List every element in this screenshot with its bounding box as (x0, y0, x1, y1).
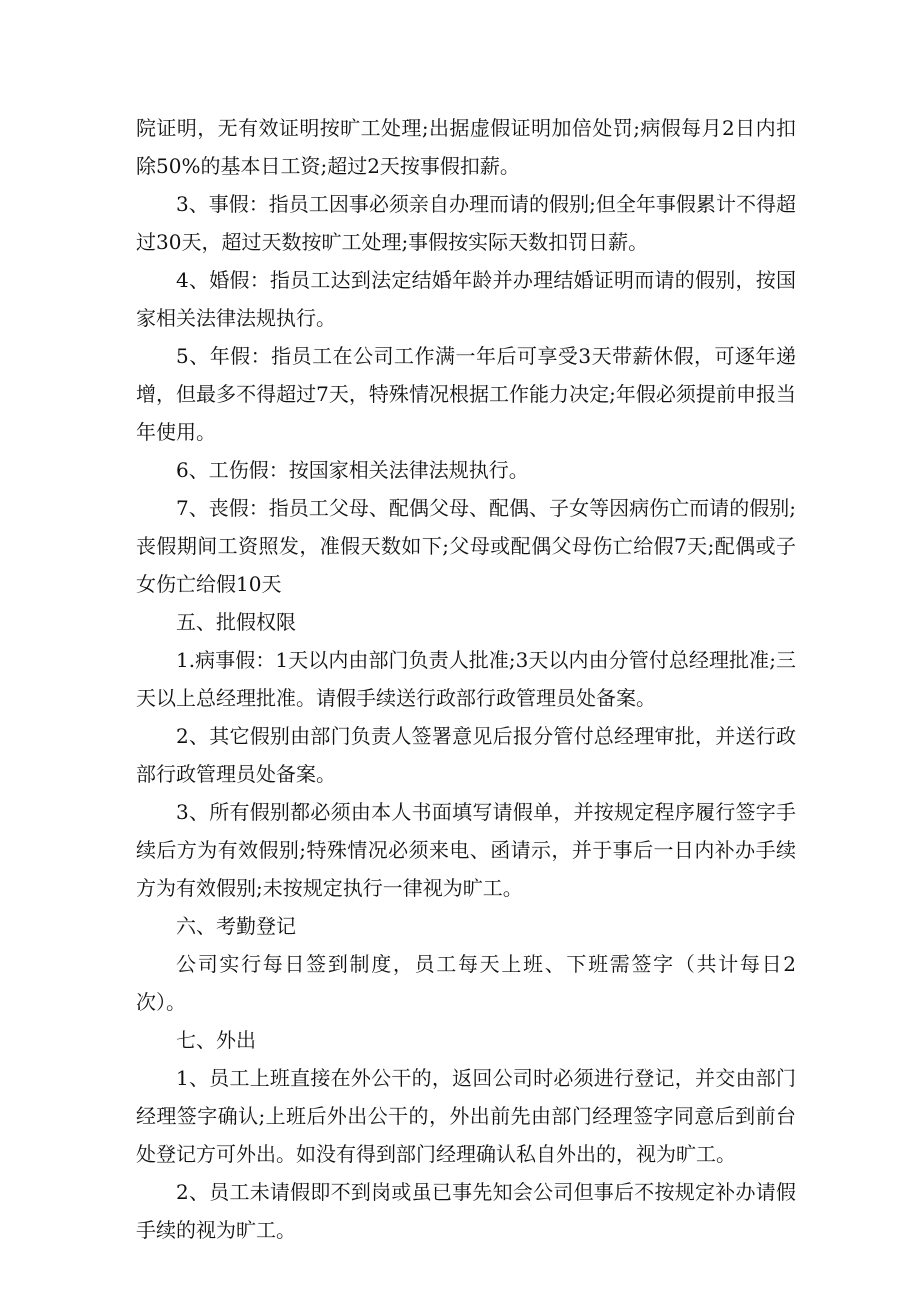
paragraph-approval-written-form: 3、所有假别都必须由本人书面填写请假单，并按规定程序履行签字手续后方为有效假别;特殊情况必须来电、函请示，并于事后一日内补办手续方为有效假别;未按规定执行一律视为旷工。 (136, 800, 796, 900)
paragraph-daily-signin: 公司实行每日签到制度，员工每天上班、下班需签字（共计每日2次）。 (136, 952, 796, 1014)
paragraph-marriage-leave: 4、婚假：指员工达到法定结婚年龄并办理结婚证明而请的假别，按国家相关法律法规执行。 (136, 268, 796, 330)
paragraph-annual-leave: 5、年假：指员工在公司工作满一年后可享受3天带薪休假，可逐年递增，但最多不得超过7天，特殊情况根据工作能力决定;年假必须提前申报当年使用。 (136, 344, 796, 444)
section-heading-attendance-registration: 六、考勤登记 (176, 914, 296, 938)
paragraph-approval-sick-personal: 1.病事假：1天以内由部门负责人批准;3天以内由分管付总经理批准;三天以上总经理批准。请假手续送行政部行政管理员处备案。 (136, 648, 796, 710)
paragraph-absence-without-leave: 2、员工未请假即不到岗或虽已事先知会公司但事后不按规定补办请假手续的视为旷工。 (136, 1180, 796, 1242)
document-body (136, 109, 796, 1249)
paragraph-going-out-registration: 1、员工上班直接在外公干的，返回公司时必须进行登记，并交由部门经理签字确认;上班后外出公干的，外出前先由部门经理签字同意后到前台处登记方可外出。如没有得到部门经理确认私自外出的，视为旷工。 (136, 1066, 796, 1166)
paragraph-work-injury-leave: 6、工伤假：按国家相关法律法规执行。 (176, 458, 529, 482)
paragraph-bereavement-leave: 7、丧假：指员工父母、配偶父母、配偶、子女等因病伤亡而请的假别;丧假期间工资照发，准假天数如下;父母或配偶父母伤亡给假7天;配偶或子女伤亡给假10天 (136, 496, 796, 596)
section-heading-approval-authority: 五、批假权限 (176, 610, 296, 634)
section-heading-going-out: 七、外出 (176, 1028, 256, 1052)
paragraph-sick-leave-continued: 院证明，无有效证明按旷工处理;出据虚假证明加倍处罚;病假每月2日内扣除50%的基本日工资;超过2天按事假扣薪。 (136, 116, 796, 178)
paragraph-approval-other: 2、其它假别由部门负责人签署意见后报分管付总经理审批，并送行政部行政管理员处备案。 (136, 724, 796, 786)
paragraph-personal-leave: 3、事假：指员工因事必须亲自办理而请的假别;但全年事假累计不得超过30天，超过天数按旷工处理;事假按实际天数扣罚日薪。 (136, 192, 796, 254)
